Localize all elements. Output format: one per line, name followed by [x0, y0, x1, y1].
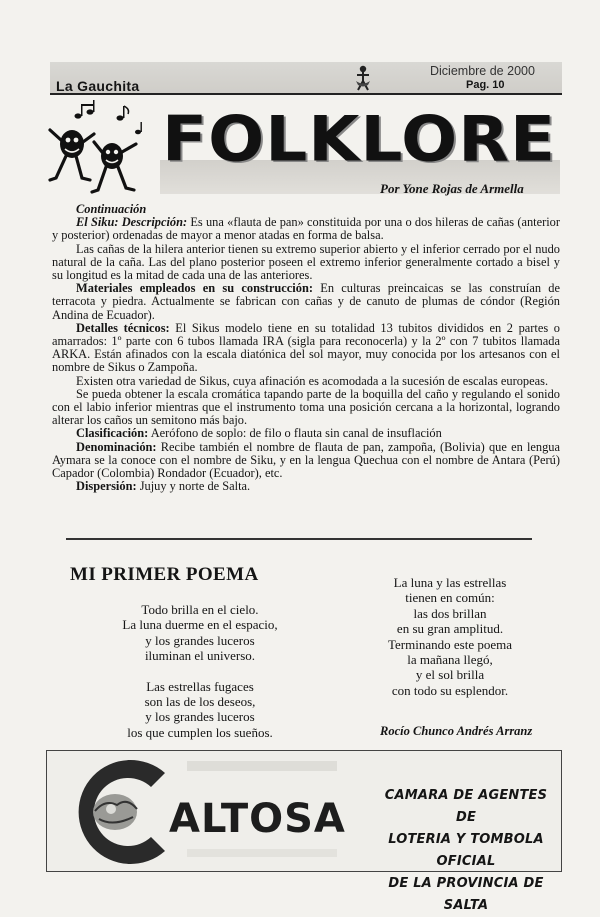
poem-line: Las estrellas fugaces	[146, 678, 254, 694]
paragraph-text: Recibe también el nombre de flauta de pan, zampoña, (Bolivia) que en lengua Aymara se la conoce con el nombre de Siku, y en la lengua Quechua con el nombre de Antara (Perú) Capador (Colombia) Rondador (Ecuador), etc.	[52, 439, 560, 481]
article-paragraph	[52, 282, 560, 322]
ad-line: LOTERIA Y TOMBOLA OFICIAL	[388, 832, 544, 869]
magazine-name: La Gauchita	[56, 78, 140, 94]
paragraph-label: Denominación:	[76, 439, 157, 454]
section-divider	[66, 538, 532, 540]
poem-line: en su gran amplitud.	[396, 621, 504, 637]
dancers-with-music-notes-icon	[48, 100, 158, 200]
page-number: Pag. 10	[466, 79, 505, 91]
ad-line: DE LA PROVINCIA DE SALTA	[388, 876, 544, 913]
paragraph-text: En culturas preincaicas se las construían de terracota y piedra. Actualmente se fabrican con cañas y de canuto de plumas de cóndor (Región Andina de Ecuador).	[52, 281, 560, 322]
poem-right-column	[345, 575, 555, 698]
article-paragraph: Las cañas de la hilera anterior tienen su extremo superior abierto y el inferior cerrado por el nudo natural de la caña. Las del plano posterior poseen el extremo inferior generalmente cortado a bisel y su longitud es la mitad de cada una de las anteriores.	[52, 241, 560, 283]
paragraph-text: El Sikus modelo tiene en su totalidad 13 tubitos divididos en 2 partes o amarrados: 1º parte con 6 tubos llamada IRA (sigla para reconocerla) y la 2º con 7 tubitos llamada ARKA. Están afinados con la escala diatónica del sol mayor, muy conocida por los artesanos con el nombre de Sikus o Zampoña.	[52, 320, 560, 375]
poem-line: los que cumplen los sueños.	[127, 724, 273, 740]
section-title: FOLKLORE	[162, 102, 557, 176]
article-paragraph	[52, 480, 560, 493]
paragraph-text: Aerófono de soplo: de filo o flauta sin canal de insuflación	[148, 426, 442, 441]
poem-line: con todo su esplendor.	[391, 682, 509, 698]
poem-line: y los grandes luceros	[145, 632, 255, 648]
paragraph-label: Dispersión:	[76, 479, 137, 494]
poem-title: MI PRIMER POEMA	[70, 564, 259, 585]
paragraph-label: Clasificación:	[76, 426, 149, 441]
paragraph-text: Es una «flauta de pan» constituida por una o dos hileras de cañas (anterior y posterior) ordenadas de mayor a menor atadas en forma de balsa.	[52, 215, 560, 243]
issue-date: Diciembre de 2000	[430, 64, 535, 78]
poem-line: iluminan el universo.	[144, 648, 256, 664]
poem-line: la mañana llegó,	[407, 652, 493, 668]
paragraph-label: El Siku: Descripción:	[76, 215, 188, 230]
poem-line: son las de los deseos,	[144, 694, 256, 710]
ad-text-block	[373, 785, 559, 917]
advertisement-box	[46, 750, 562, 913]
dancing-figure-icon	[352, 64, 374, 92]
poem-left-column	[90, 602, 310, 740]
article-byline: Por Yone Rojas de Armella	[380, 181, 524, 196]
article-paragraph: Existen otra variedad de Sikus, cuya afinación es acomodada a la sucesión de escalas europeas.	[76, 373, 549, 388]
poem-line: La luna y las estrellas	[393, 575, 507, 590]
article-paragraph	[52, 441, 560, 481]
stanza-gap	[90, 664, 310, 679]
paragraph-label: Detalles técnicos:	[76, 320, 170, 335]
poem-line: Todo brilla en el cielo.	[141, 602, 259, 617]
article-paragraph: Se pueda obtener la escala cromática tapando parte de la boquilla del caño y regulando el sonido con el labio inferior mientras que el instrumento toma una posición cercana a la horizontal, logrando alterar los caños un semitono más bajo.	[52, 386, 560, 428]
poem-author: Rocío Chunco Andrés Arranz	[380, 724, 533, 738]
poem-line: tienen en común:	[405, 590, 495, 606]
poem-line: Terminando este poema	[388, 636, 512, 652]
poem-line: La luna duerme en el espacio,	[122, 617, 278, 633]
poem-line: y el sol brilla	[415, 667, 485, 683]
article-body	[52, 203, 560, 493]
paragraph-text: Jujuy y norte de Salta.	[136, 479, 251, 494]
paragraph-label: Materiales empleados en su construcción:	[76, 281, 313, 296]
article-paragraph	[52, 216, 560, 242]
continuation-label: Continuación	[76, 202, 147, 216]
ad-logo-text: ALTOSA	[169, 796, 346, 842]
poem-line: y los grandes luceros	[145, 709, 255, 725]
article-paragraph	[52, 322, 560, 375]
ad-line: CAMARA DE AGENTES DE	[384, 788, 548, 825]
poem-line: las dos brillan	[413, 605, 487, 621]
